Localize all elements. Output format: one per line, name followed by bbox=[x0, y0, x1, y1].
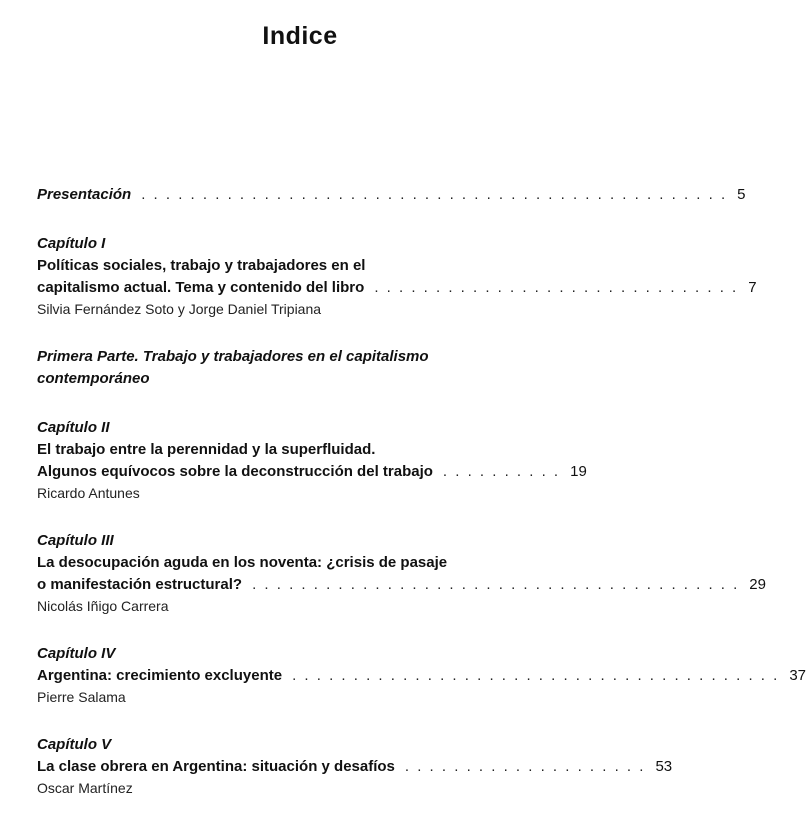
chapter-author: Nicolás Iñigo Carrera bbox=[37, 598, 169, 614]
chapter-title-line: La desocupación aguda en los noventa: ¿crisis de pasaje bbox=[37, 554, 448, 571]
page-number: 53 bbox=[655, 758, 673, 775]
part-title-line: contemporáneo bbox=[37, 370, 150, 387]
chapter-label: Capítulo V bbox=[37, 736, 112, 753]
chapter-author: Pierre Salama bbox=[37, 689, 126, 705]
entry-label: Presentación bbox=[37, 186, 132, 203]
page-number: 7 bbox=[748, 279, 757, 296]
chapter-title-line: Argentina: crecimiento excluyente bbox=[37, 667, 283, 684]
part-title-line: Primera Parte. Trabajo y trabajadores en el capitalismo bbox=[37, 348, 429, 365]
chapter-label: Capítulo I bbox=[37, 235, 106, 252]
toc-entry-capitulo-3[interactable] bbox=[37, 530, 766, 616]
toc-entry-presentacion[interactable] bbox=[37, 184, 746, 206]
page-number: 37 bbox=[789, 667, 806, 684]
toc-part-heading bbox=[37, 346, 563, 390]
toc-entry-capitulo-4[interactable] bbox=[37, 643, 806, 707]
page-number: 19 bbox=[570, 463, 587, 480]
dot-leader: . . . . . . . . . . . . . . . . . . . . . . . . . . . . . . . . . . . . . . . . bbox=[292, 667, 780, 684]
dot-leader: . . . . . . . . . . . . . . . . . . . . . . . . . . . . . . bbox=[374, 279, 739, 296]
table-of-contents bbox=[37, 184, 806, 825]
page-number: 5 bbox=[737, 186, 746, 203]
dot-leader: . . . . . . . . . . . . . . . . . . . . . . . . . . . . . . . . . . . . . . . . bbox=[252, 576, 740, 593]
toc-entry-capitulo-5[interactable] bbox=[37, 734, 673, 798]
chapter-title-line: Algunos equívocos sobre la deconstrucción del trabajo bbox=[37, 463, 433, 480]
chapter-title-line: El trabajo entre la perennidad y la superfluidad. bbox=[37, 441, 376, 458]
chapter-title-line: La clase obrera en Argentina: situación y desafíos bbox=[37, 758, 395, 775]
chapter-label: Capítulo II bbox=[37, 419, 110, 436]
chapter-label: Capítulo IV bbox=[37, 645, 116, 662]
page-number: 29 bbox=[749, 576, 766, 593]
chapter-title-line: o manifestación estructural? bbox=[37, 576, 243, 593]
chapter-label: Capítulo III bbox=[37, 532, 114, 549]
chapter-author: Oscar Martínez bbox=[37, 780, 133, 796]
chapter-title-line: Políticas sociales, trabajo y trabajadores en el bbox=[37, 257, 366, 274]
chapter-title-line: capitalismo actual. Tema y contenido del libro bbox=[37, 279, 365, 296]
page-title: Indice bbox=[262, 22, 338, 50]
dot-leader: . . . . . . . . . . . . . . . . . . . . . . . . . . . . . . . . . . . . . . . . . . . . . . . . bbox=[141, 186, 728, 203]
toc-entry-capitulo-1[interactable] bbox=[37, 233, 757, 319]
chapter-author: Ricardo Antunes bbox=[37, 485, 140, 501]
toc-entry-capitulo-2[interactable] bbox=[37, 417, 587, 503]
dot-leader: . . . . . . . . . . bbox=[442, 463, 561, 480]
dot-leader: . . . . . . . . . . . . . . . . . . . . bbox=[404, 758, 646, 775]
chapter-author: Silvia Fernández Soto y Jorge Daniel Tripiana bbox=[37, 301, 322, 317]
